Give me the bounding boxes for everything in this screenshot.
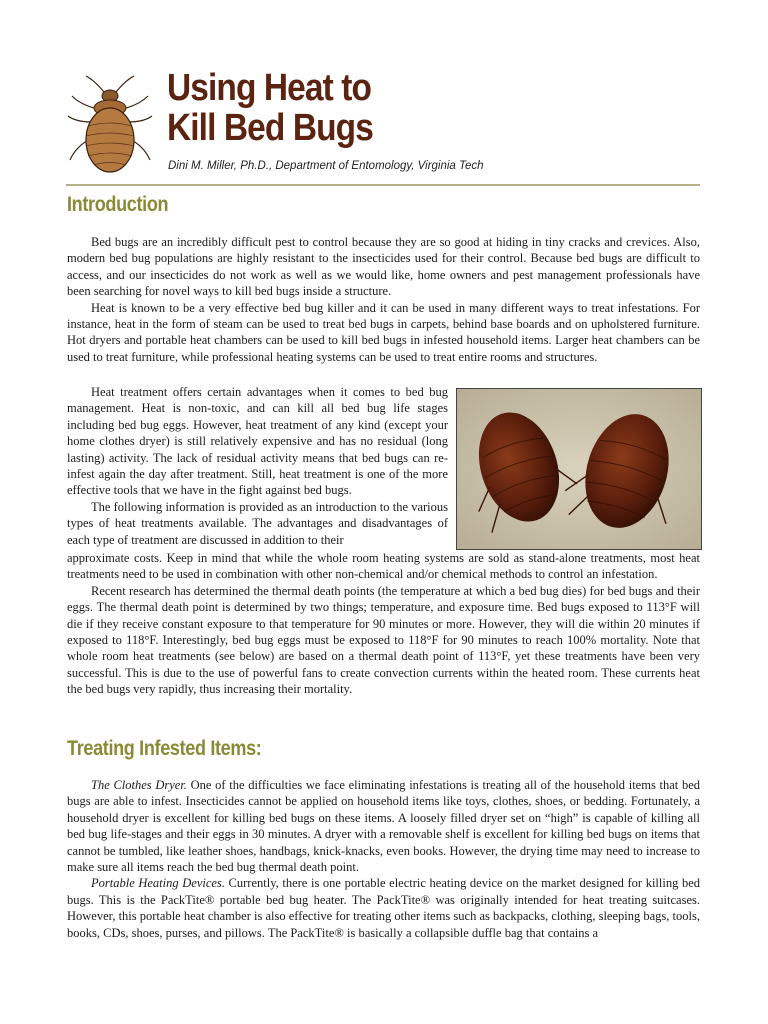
bed-bugs-photo xyxy=(456,388,702,550)
portable-text: Currently, there is one portable electric heating device on the market designed for killing bed bugs. This is the PackTite® portable bed bug heater. The PackTite® was originally intended for heat treating suitcases. However, this portable heat chamber is also effective for treating other items such as backpacks, clothing, sleeping bags, tools, books, CDs, shoes, purses, and pillows. The PackTite® is basically a collapsible duffle bag that contains a xyxy=(67,876,701,940)
intro-paragraph-5: Recent research has determined the thermal death points (the temperature at which a bed bug dies) for bed bugs and their eggs. The thermal death point is determined by two things; temperature, and exposure time. Bed bugs exposed to 113°F will die if they receive constant exposure to that temperature for 90 minutes or more. However, they will die within 20 minutes if exposed to 118°F. Interestingly, bed bug eggs must be exposed to 118°F for 90 minutes to reach 100% mortality. Note that whole room heat treatments (see below) are based on a thermal death point of 113°F, yet these treatments have been very successful. This is due to the use of powerful fans to create convection currents within the heated room. These currents heat the bed bugs very rapidly, thus increasing their mortality. xyxy=(67,583,700,697)
treating-heading: Treating Infested Items: xyxy=(67,737,262,760)
treating-text xyxy=(67,777,700,941)
author-line: Dini M. Miller, Ph.D., Department of Entomology, Virginia Tech xyxy=(168,160,484,172)
bed-bugs-photo-image xyxy=(457,389,701,549)
intro-text-top xyxy=(67,234,700,365)
intro-paragraph-2: Heat is known to be a very effective bed bug killer and it can be used in many different ways to treat infestations. For instance, heat in the form of steam can be used to treat bed bugs in carpets, behind base boards and on upholstered furniture. Hot dryers and portable heat chambers can be used to kill bed bugs in infested household items. Larger heat chambers can be used to treat furniture, while professional heating systems can be used to treat entire rooms and structures. xyxy=(67,300,700,364)
intro-paragraph-3: Heat treatment offers certain advantages when it comes to bed bug management. Heat is non-toxic, and can kill all bed bug life stages including bed bug eggs. However, heat treatment of any kind (except your home clothes dryer) is still relatively expensive and has no residual (long lasting) activity. The lack of residual activity means that bed bugs can re-infest again the day after treatment. Still, heat treatment is one of the more effective tools that we have in the fight against bed bugs. xyxy=(67,385,448,498)
intro-text-bottom xyxy=(67,550,700,698)
portable-paragraph xyxy=(67,875,700,941)
title-line-2: Kill Bed Bugs xyxy=(167,107,373,149)
intro-text-beside-photo xyxy=(67,384,448,548)
title-line-1: Using Heat to xyxy=(167,67,372,109)
bed-bug-illustration xyxy=(64,70,156,180)
dryer-label: The Clothes Dryer. xyxy=(91,778,187,792)
page-title xyxy=(167,68,373,148)
intro-paragraph-4a: The following information is provided as an introduction to the various types of heat treatments available. The advantages and disadvantages of each type of treatment are discussed in addition to their xyxy=(67,499,448,547)
dryer-paragraph xyxy=(67,777,700,875)
dryer-text: One of the difficulties we face eliminating infestations is treating all of the household items that bed bugs are able to infest. Insecticides cannot be applied on household items like toys, clothes, shoes, or bedding. Fortunately, a household dryer is excellent for killing bed bugs on these items. A loosely filled dryer set on “high” is capable of killing all bed bug life-stages and their eggs in 30 minutes. A dryer with a removable shelf is excellent for killing bed bugs on items that cannot be tumbled, like leather shoes, handbags, knick-knacks, even books. However, the drying time may need to increase to make sure all items reach the bed bug thermal death point. xyxy=(67,778,700,875)
intro-paragraph-4b: approximate costs. Keep in mind that while the whole room heating systems are sold as stand-alone treatments, most heat treatments need to be used in combination with other non-chemical and/or chemical methods to control an infestation. xyxy=(67,551,700,582)
header-divider xyxy=(66,184,700,186)
introduction-heading: Introduction xyxy=(67,193,169,216)
portable-label: Portable Heating Devices. xyxy=(91,876,225,891)
intro-paragraph-1: Bed bugs are an incredibly difficult pest to control because they are so good at hiding in tiny cracks and crevices. Also, modern bed bug populations are highly resistant to the insecticides used for their control. Because bed bugs are difficult to access, and our insecticides do not work as well as we would like, home owners and pest management professionals have been searching for novel ways to kill bed bugs inside a structure. xyxy=(67,235,700,299)
